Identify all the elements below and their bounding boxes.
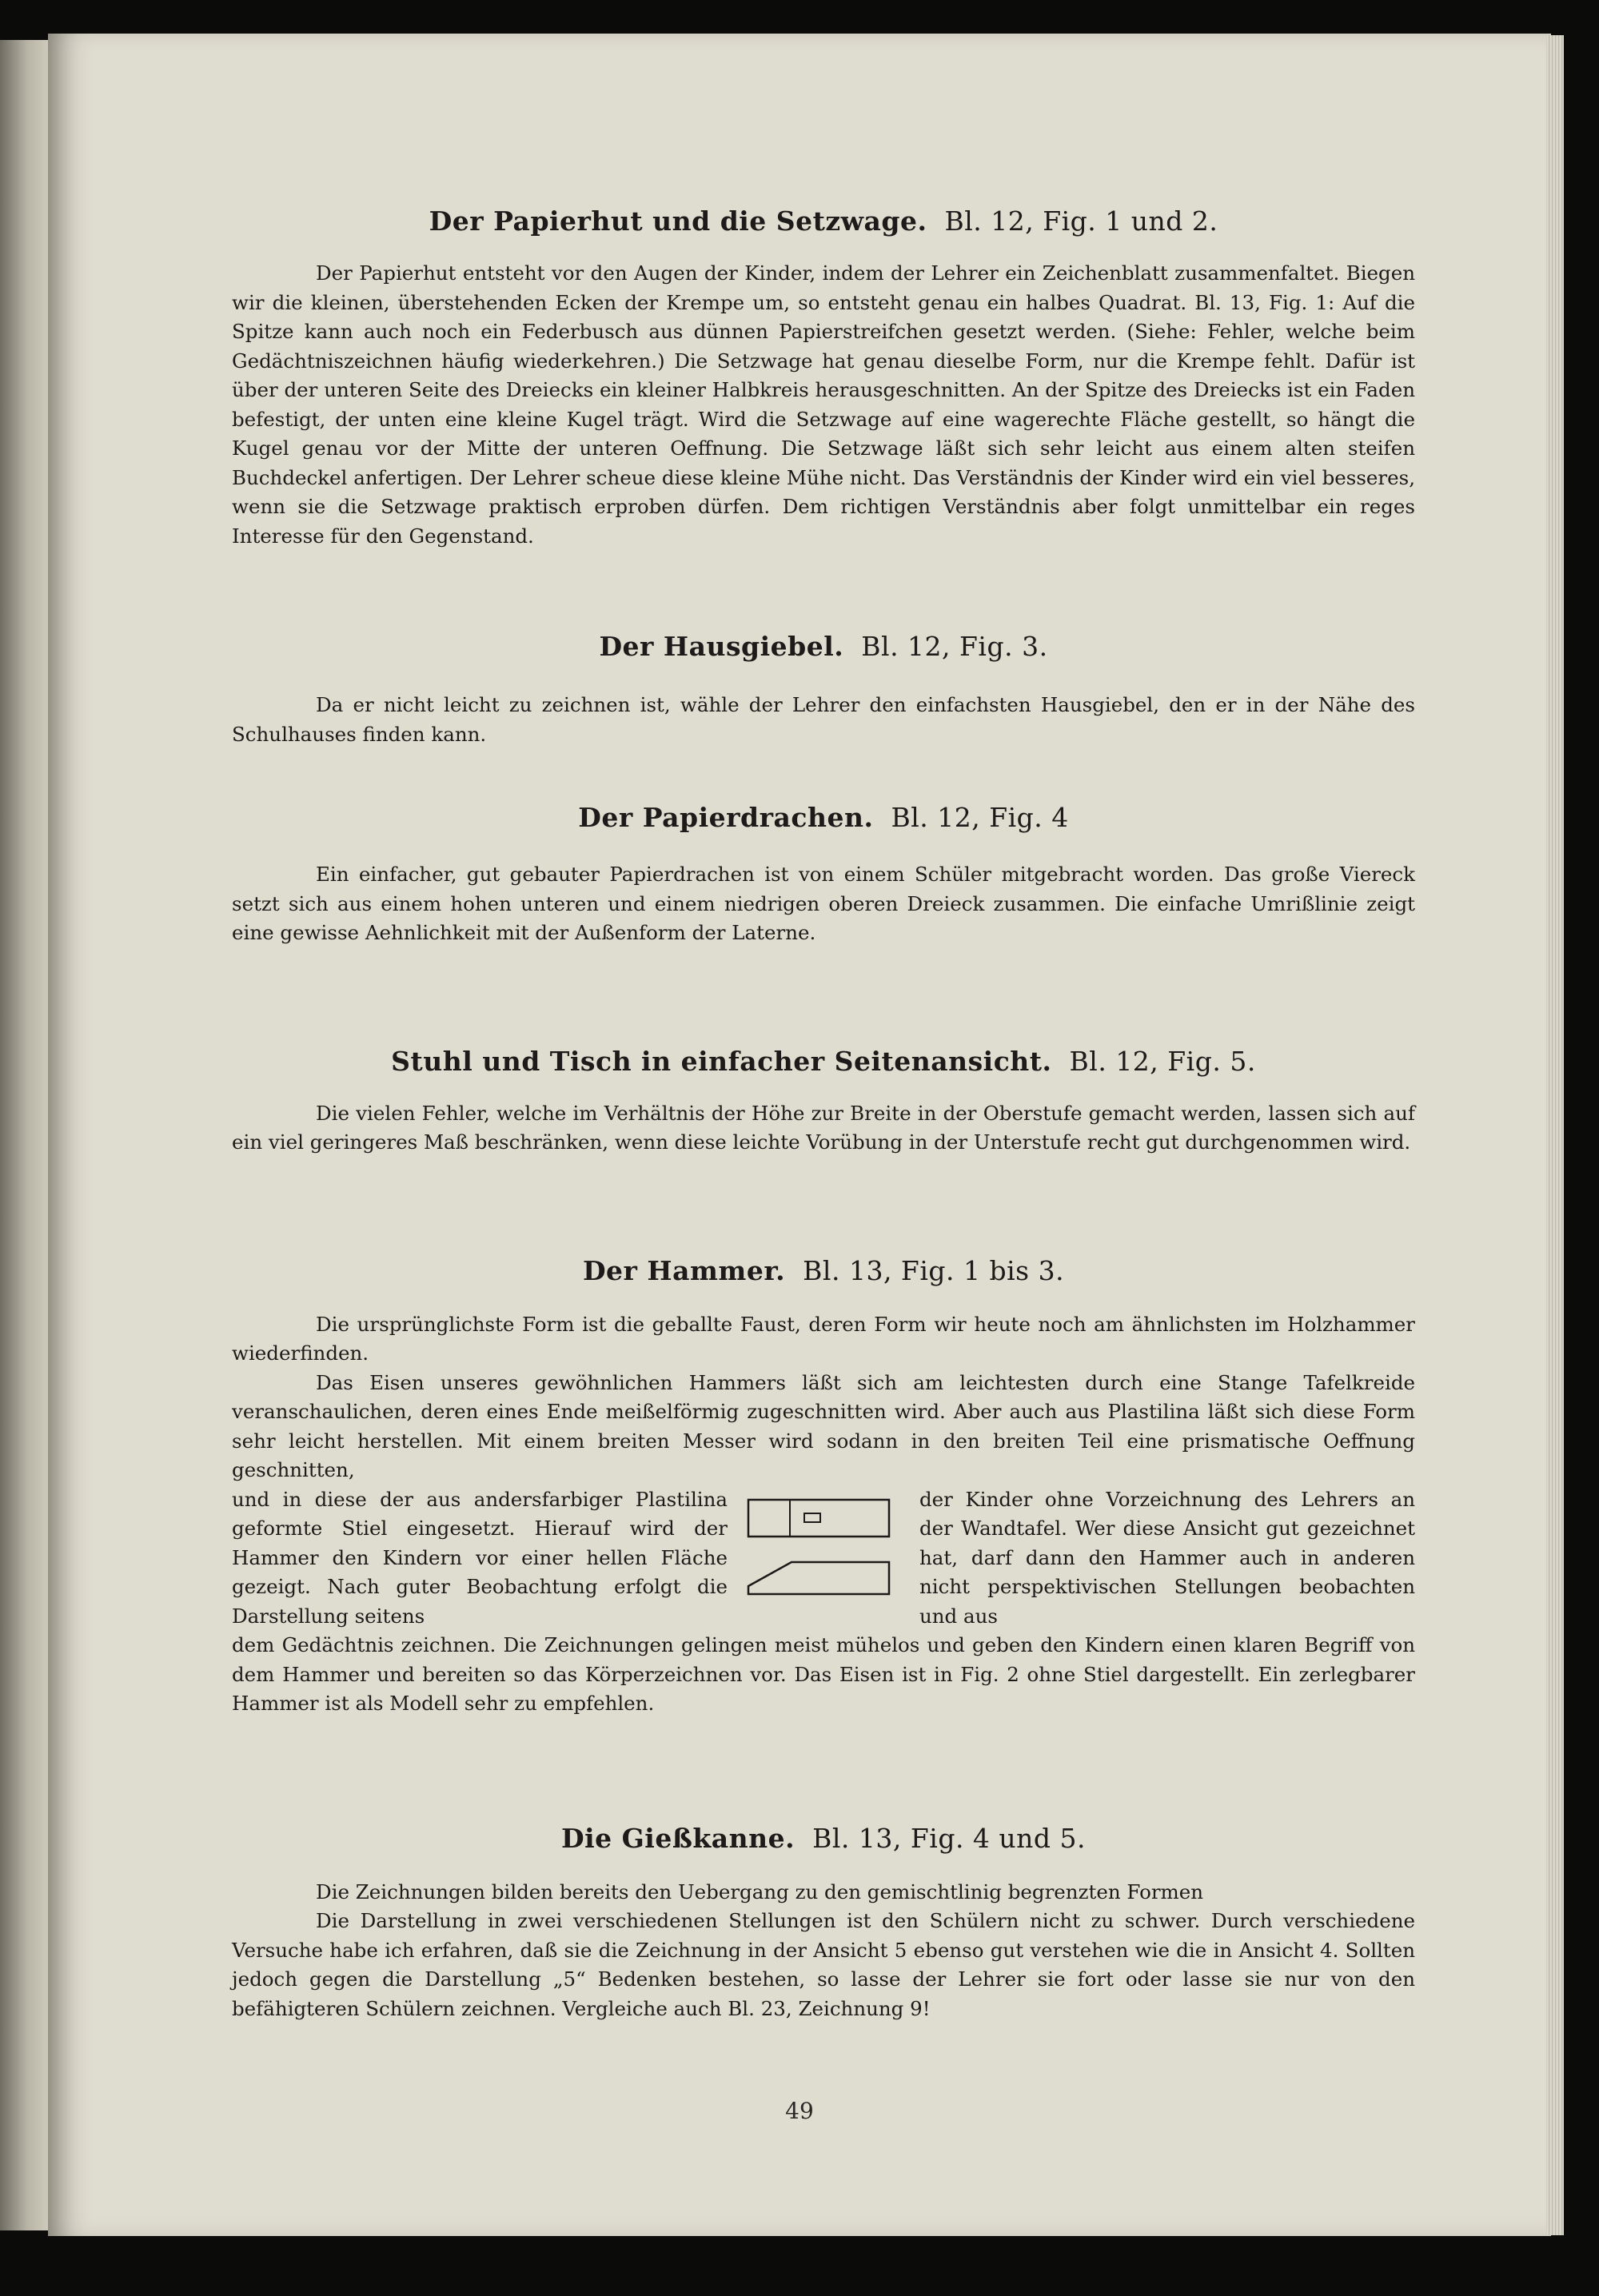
section-title: Der Papierhut und die Setzwage.	[429, 205, 927, 237]
paragraph: Ein einfacher, gut gebauter Papierdrachen ist von einem Schüler mitgebracht worden. Das große Viereck setzt sich aus einem hohen unteren und einem niedrigen oberen Dreieck zusammen. Die einfache Umrißlinie zeigt eine gewisse Aehnlichkeit mit der Außenform der Laterne.	[232, 863, 1415, 944]
paragraph: Da er nicht leicht zu zeichnen ist, wähle der Lehrer den einfachsten Hausgiebel, den er in der Nähe des Schulhauses finden kann.	[232, 693, 1415, 746]
section-reference: Bl. 12, Fig. 1 und 2.	[944, 205, 1218, 237]
book-page	[48, 34, 1551, 2236]
section-hammer	[232, 1255, 1415, 1719]
section-papierhut	[232, 205, 1415, 551]
hammer-sketch-icon	[744, 1492, 895, 1600]
section-reference: Bl. 13, Fig. 1 bis 3.	[803, 1254, 1065, 1286]
hammer-top-view	[748, 1500, 889, 1537]
section-reference: Bl. 12, Fig. 3.	[861, 631, 1048, 662]
paragraph: Der Papierhut entsteht vor den Augen der Kinder, indem der Lehrer ein Zeichenblatt zusammenfaltet. Biegen wir die kleinen, überstehenden Ecken der Krempe um, so entsteht genau ein halbes Quadrat. Bl. 13, Fig. 1: Auf die Spitze kann auch noch ein Federbusch aus dünnen Papierstreifchen gesetzt werden. (Siehe: Fehler, welche beim Gedächtniszeichnen häufig wiederkehren.) Die Setzwage hat genau dieselbe Form, nur die Krempe fehlt. Dafür ist über der unteren Seite des Dreiecks ein kleiner Halbkreis herausgeschnitten. An der Spitze des Dreiecks ist ein Faden befestigt, der unten eine kleine Kugel trägt. Wird die Setzwage auf eine wagerechte Fläche gestellt, so hängt die Kugel genau vor der Mitte der unteren Oeffnung. Die Setzwage läßt sich sehr leicht aus einem alten steifen Buchdeckel anfertigen. Der Lehrer scheue diese kleine Mühe nicht. Das Verständnis der Kinder wird ein viel besseres, wenn sie die Setzwage praktisch erproben dürfen. Dem richtigen Verständnis aber folgt unmittelbar ein reges Interesse für den Gegenstand.	[232, 261, 1415, 548]
paragraph-right-column: der Kinder ohne Vorzeichnung des Lehrers an der Wandtafel. Wer diese Ansicht gut gezeichnet hat, darf dann den Hammer auch in anderen nicht perspektivischen Stellungen beobachten und aus	[919, 1487, 1415, 1628]
section-heading	[232, 1255, 1415, 1286]
left-page-edge	[0, 40, 50, 2230]
section-title: Der Hausgiebel.	[599, 631, 844, 662]
paragraph: Die ursprünglichste Form ist die geballte Faust, deren Form wir heute noch am ähnlichsten im Holzhammer wiederfinden.	[232, 1312, 1415, 1365]
section-stuhl-tisch	[232, 1046, 1415, 1158]
hammer-side-view	[748, 1562, 889, 1594]
paragraph: Das Eisen unseres gewöhnlichen Hammers läßt sich am leichtesten durch eine Stange Tafelkreide veranschaulichen, deren eines Ende meißelförmig zugeschnitten wird. Aber auch aus Plastilina läßt sich diese Form sehr leicht herstellen. Mit einem breiten Messer wird sodann in den breiten Teil eine prismatische Oeffnung geschnitten,	[232, 1370, 1415, 1481]
paragraph: Die Darstellung in zwei verschiedenen Stellungen ist den Schülern nicht zu schwer. Durch verschiedene Versuche habe ich erfahren, daß sie die Zeichnung in der Ansicht 5 ebenso gut verstehen wie die in Ansicht 4. Sollten jedoch gegen die Darstellung „5“ Bedenken bestehen, so lasse der Lehrer sie fort oder lasse sie nur von den befähigteren Schülern zeichnen. Vergleiche auch Bl. 23, Zeichnung 9!	[232, 1909, 1415, 2020]
page-number: 49	[785, 2098, 814, 2124]
section-title: Stuhl und Tisch in einfacher Seitenansicht.	[391, 1045, 1052, 1077]
section-heading	[232, 1823, 1415, 1854]
section-heading	[232, 631, 1415, 662]
page-stack-edge	[1546, 35, 1564, 2235]
section-papierdrachen	[232, 802, 1415, 948]
hammer-figure	[744, 1492, 895, 1600]
section-heading	[232, 1046, 1415, 1077]
section-title: Die Gießkanne.	[560, 1822, 796, 1854]
paragraph: Die vielen Fehler, welche im Verhältnis der Höhe zur Breite in der Oberstufe gemacht werden, lassen sich auf ein viel geringeres Maß beschränken, wenn diese leichte Vorübung in der Unterstufe recht gut durchgenommen wird.	[232, 1101, 1415, 1154]
hammer-figure-block	[232, 1485, 1415, 1632]
section-heading	[232, 205, 1415, 237]
section-heading	[232, 802, 1415, 833]
hammer-opening	[804, 1513, 820, 1522]
paragraph: dem Gedächtnis zeichnen. Die Zeichnungen gelingen meist mühelos und geben den Kindern einen klaren Begriff von dem Hammer und bereiten so das Körperzeichnen vor. Das Eisen ist in Fig. 2 ohne Stiel dargestellt. Ein zerlegbarer Hammer ist als Modell sehr zu empfehlen.	[232, 1633, 1415, 1715]
section-title: Der Papierdrachen.	[578, 802, 874, 833]
paragraph-left-column: und in diese der aus andersfarbiger Plastilina geformte Stiel eingesetzt. Hierauf wird der Hammer den Kindern vor einer hellen Fläche gezeigt. Nach guter Beobachtung erfolgt die Darstellung seitens	[232, 1487, 728, 1628]
section-title: Der Hammer.	[582, 1254, 786, 1286]
section-reference: Bl. 13, Fig. 4 und 5.	[812, 1822, 1087, 1854]
section-hausgiebel	[232, 631, 1415, 749]
page-content	[232, 205, 1415, 2023]
section-reference: Bl. 12, Fig. 5.	[1069, 1045, 1256, 1077]
section-giesskanne	[232, 1823, 1415, 2024]
section-reference: Bl. 12, Fig. 4	[891, 802, 1069, 833]
paragraph: Die Zeichnungen bilden bereits den Uebergang zu den gemischtlinig begrenzten Formen	[316, 1879, 1204, 1903]
